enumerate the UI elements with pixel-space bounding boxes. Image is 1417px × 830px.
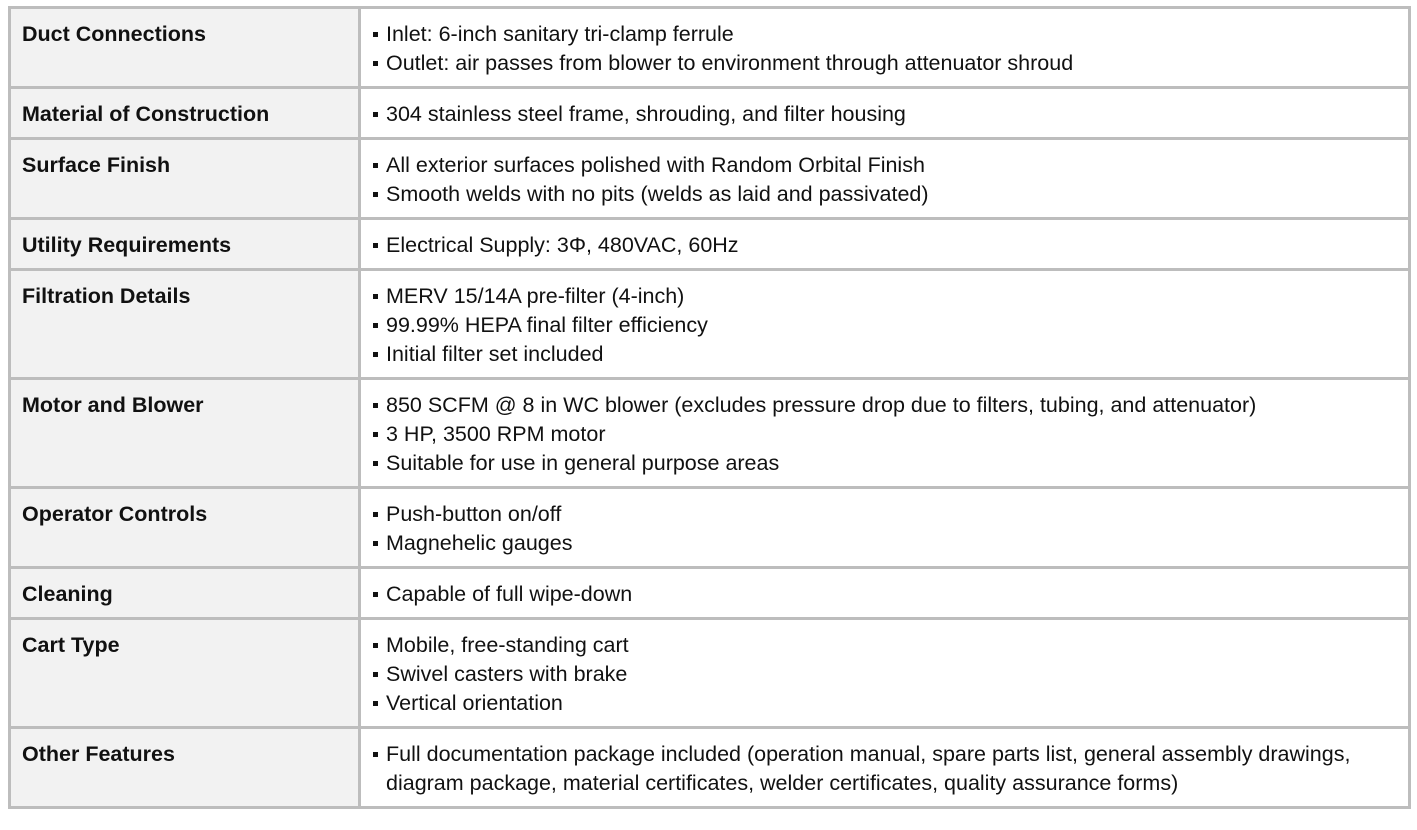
list-item: Magnehelic gauges	[372, 529, 1400, 558]
row-label: Other Features	[10, 728, 360, 808]
row-label: Utility Requirements	[10, 219, 360, 270]
row-details	[360, 270, 1410, 379]
bullet-list	[372, 391, 1400, 478]
row-details	[360, 488, 1410, 568]
list-item: Mobile, free-standing cart	[372, 631, 1400, 660]
bullet-list	[372, 231, 1400, 260]
list-item: 304 stainless steel frame, shrouding, and filter housing	[372, 100, 1400, 129]
row-label: Duct Connections	[10, 8, 360, 88]
list-item: 3 HP, 3500 RPM motor	[372, 420, 1400, 449]
list-item: Swivel casters with brake	[372, 660, 1400, 689]
list-item: Outlet: air passes from blower to environment through attenuator shroud	[372, 49, 1400, 78]
row-details	[360, 379, 1410, 488]
list-item: MERV 15/14A pre-filter (4-inch)	[372, 282, 1400, 311]
row-label: Cart Type	[10, 619, 360, 728]
table-row	[10, 728, 1410, 808]
table-row	[10, 568, 1410, 619]
row-details	[360, 88, 1410, 139]
bullet-list	[372, 282, 1400, 369]
table-row	[10, 219, 1410, 270]
row-label: Surface Finish	[10, 139, 360, 219]
row-label: Motor and Blower	[10, 379, 360, 488]
list-item: All exterior surfaces polished with Random Orbital Finish	[372, 151, 1400, 180]
bullet-list	[372, 100, 1400, 129]
list-item: Push-button on/off	[372, 500, 1400, 529]
row-details	[360, 8, 1410, 88]
bullet-list	[372, 500, 1400, 558]
specification-table	[8, 6, 1411, 809]
row-details	[360, 139, 1410, 219]
bullet-list	[372, 20, 1400, 78]
list-item: Electrical Supply: 3Φ, 480VAC, 60Hz	[372, 231, 1400, 260]
row-label: Cleaning	[10, 568, 360, 619]
table-row	[10, 8, 1410, 88]
list-item: 850 SCFM @ 8 in WC blower (excludes pressure drop due to filters, tubing, and attenuator)	[372, 391, 1400, 420]
list-item: Suitable for use in general purpose areas	[372, 449, 1400, 478]
list-item: Inlet: 6-inch sanitary tri-clamp ferrule	[372, 20, 1400, 49]
bullet-list	[372, 740, 1400, 798]
list-item: Capable of full wipe-down	[372, 580, 1400, 609]
row-label: Filtration Details	[10, 270, 360, 379]
row-details	[360, 219, 1410, 270]
row-details	[360, 619, 1410, 728]
row-details	[360, 728, 1410, 808]
bullet-list	[372, 580, 1400, 609]
table-row	[10, 88, 1410, 139]
table-row	[10, 488, 1410, 568]
list-item: Full documentation package included (operation manual, spare parts list, general assembly drawings, diagram package, material certificates, welder certificates, quality assurance forms)	[372, 740, 1400, 798]
row-label: Material of Construction	[10, 88, 360, 139]
specification-table-body	[10, 8, 1410, 808]
list-item: Smooth welds with no pits (welds as laid and passivated)	[372, 180, 1400, 209]
table-row	[10, 270, 1410, 379]
bullet-list	[372, 631, 1400, 718]
list-item: 99.99% HEPA final filter efficiency	[372, 311, 1400, 340]
bullet-list	[372, 151, 1400, 209]
row-label: Operator Controls	[10, 488, 360, 568]
list-item: Vertical orientation	[372, 689, 1400, 718]
table-row	[10, 619, 1410, 728]
table-row	[10, 379, 1410, 488]
list-item: Initial filter set included	[372, 340, 1400, 369]
row-details	[360, 568, 1410, 619]
table-row	[10, 139, 1410, 219]
